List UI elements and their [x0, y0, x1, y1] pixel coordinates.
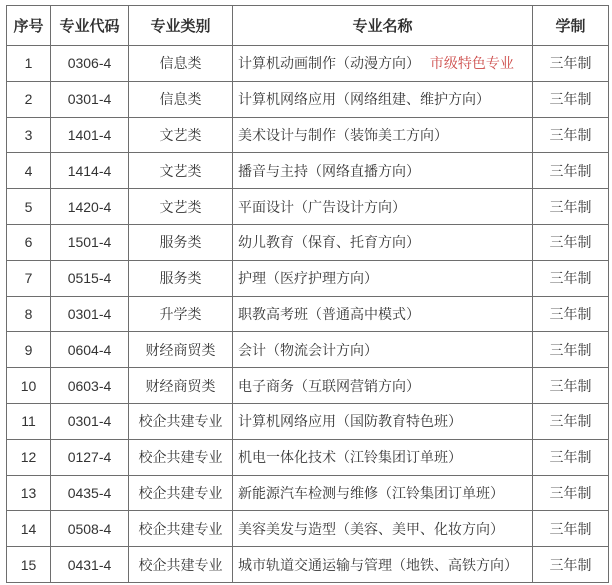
cell-category: 升学类: [129, 296, 233, 332]
cell-no: 12: [7, 439, 51, 475]
cell-major-name: [233, 81, 533, 117]
table-row: [7, 547, 609, 583]
table-body: [7, 46, 609, 583]
cell-code: 0508-4: [51, 511, 129, 547]
table-row: [7, 439, 609, 475]
table-row: [7, 224, 609, 260]
table-header: [7, 6, 609, 46]
table-row: [7, 153, 609, 189]
cell-code: 0431-4: [51, 547, 129, 583]
cell-code: 0301-4: [51, 403, 129, 439]
cell-duration: 三年制: [533, 475, 609, 511]
cell-major-name: [233, 475, 533, 511]
cell-code: 0301-4: [51, 296, 129, 332]
cell-duration: 三年制: [533, 46, 609, 82]
cell-category: 财经商贸类: [129, 368, 233, 404]
cell-code: 1420-4: [51, 189, 129, 225]
cell-no: 10: [7, 368, 51, 404]
cell-category: 校企共建专业: [129, 475, 233, 511]
header-row: [7, 6, 609, 46]
cell-major-name: [233, 153, 533, 189]
header-code: 专业代码: [51, 6, 129, 46]
cell-code: 0435-4: [51, 475, 129, 511]
table-row: [7, 46, 609, 82]
cell-major-name: [233, 403, 533, 439]
cell-no: 8: [7, 296, 51, 332]
cell-code: 1414-4: [51, 153, 129, 189]
major-name-text: 机电一体化技术（江铃集团订单班）: [238, 449, 462, 466]
major-name-text: 计算机网络应用（国防教育特色班）: [238, 413, 462, 430]
cell-category: 服务类: [129, 224, 233, 260]
cell-duration: 三年制: [533, 117, 609, 153]
cell-major-name: [233, 260, 533, 296]
major-name-text: 美术设计与制作（装饰美工方向）: [238, 126, 448, 143]
table-row: [7, 403, 609, 439]
cell-duration: 三年制: [533, 296, 609, 332]
cell-major-name: [233, 189, 533, 225]
table-row: [7, 332, 609, 368]
cell-category: 信息类: [129, 81, 233, 117]
table-row: [7, 117, 609, 153]
cell-category: 服务类: [129, 260, 233, 296]
cell-no: 11: [7, 403, 51, 439]
header-duration: 学制: [533, 6, 609, 46]
cell-duration: 三年制: [533, 189, 609, 225]
cell-no: 2: [7, 81, 51, 117]
cell-code: 0301-4: [51, 81, 129, 117]
cell-code: 1501-4: [51, 224, 129, 260]
cell-major-name: [233, 46, 533, 82]
majors-table: [6, 5, 609, 583]
cell-code: 1401-4: [51, 117, 129, 153]
cell-category: 校企共建专业: [129, 547, 233, 583]
cell-major-name: [233, 224, 533, 260]
cell-no: 5: [7, 189, 51, 225]
cell-major-name: [233, 117, 533, 153]
major-name-text: 护理（医疗护理方向）: [238, 270, 378, 287]
table-row: [7, 511, 609, 547]
cell-category: 校企共建专业: [129, 439, 233, 475]
header-name: 专业名称: [233, 6, 533, 46]
cell-category: 信息类: [129, 46, 233, 82]
cell-no: 7: [7, 260, 51, 296]
cell-code: 0603-4: [51, 368, 129, 404]
major-name-text: 新能源汽车检测与维修（江铃集团订单班）: [238, 484, 504, 501]
cell-no: 9: [7, 332, 51, 368]
cell-category: 文艺类: [129, 189, 233, 225]
cell-major-name: [233, 439, 533, 475]
major-name-text: 播音与主持（网络直播方向）: [238, 162, 420, 179]
cell-major-name: [233, 332, 533, 368]
table-row: [7, 368, 609, 404]
major-name-text: 计算机网络应用（网络组建、维护方向）: [238, 91, 490, 108]
cell-no: 1: [7, 46, 51, 82]
major-name-text: 职教高考班（普通高中模式）: [238, 305, 420, 322]
cell-no: 6: [7, 224, 51, 260]
cell-major-name: [233, 547, 533, 583]
cell-major-name: [233, 511, 533, 547]
cell-category: 文艺类: [129, 117, 233, 153]
cell-no: 3: [7, 117, 51, 153]
cell-duration: 三年制: [533, 439, 609, 475]
cell-code: 0515-4: [51, 260, 129, 296]
cell-no: 14: [7, 511, 51, 547]
cell-code: 0127-4: [51, 439, 129, 475]
cell-category: 校企共建专业: [129, 403, 233, 439]
cell-duration: 三年制: [533, 511, 609, 547]
major-name-text: 计算机动画制作（动漫方向）: [238, 55, 420, 72]
header-category: 专业类别: [129, 6, 233, 46]
cell-no: 13: [7, 475, 51, 511]
table-row: [7, 475, 609, 511]
cell-duration: 三年制: [533, 332, 609, 368]
major-name-text: 电子商务（互联网营销方向）: [238, 377, 420, 394]
cell-category: 文艺类: [129, 153, 233, 189]
table-row: [7, 260, 609, 296]
table-row: [7, 189, 609, 225]
major-name-highlight: 市级特色专业: [429, 55, 514, 72]
major-name-text: 幼儿教育（保育、托育方向）: [238, 234, 420, 251]
cell-major-name: [233, 368, 533, 404]
cell-no: 4: [7, 153, 51, 189]
cell-duration: 三年制: [533, 547, 609, 583]
cell-no: 15: [7, 547, 51, 583]
cell-category: 财经商贸类: [129, 332, 233, 368]
table-row: [7, 81, 609, 117]
major-name-text: 平面设计（广告设计方向）: [238, 198, 406, 215]
cell-duration: 三年制: [533, 260, 609, 296]
cell-duration: 三年制: [533, 153, 609, 189]
cell-duration: 三年制: [533, 224, 609, 260]
cell-duration: 三年制: [533, 368, 609, 404]
cell-duration: 三年制: [533, 81, 609, 117]
major-name-text: 会计（物流会计方向）: [238, 341, 378, 358]
cell-duration: 三年制: [533, 403, 609, 439]
cell-category: 校企共建专业: [129, 511, 233, 547]
major-name-text: 城市轨道交通运输与管理（地铁、高铁方向）: [238, 556, 518, 573]
cell-code: 0604-4: [51, 332, 129, 368]
cell-code: 0306-4: [51, 46, 129, 82]
cell-major-name: [233, 296, 533, 332]
table-row: [7, 296, 609, 332]
header-no: 序号: [7, 6, 51, 46]
major-name-text: 美容美发与造型（美容、美甲、化妆方向）: [238, 520, 504, 537]
